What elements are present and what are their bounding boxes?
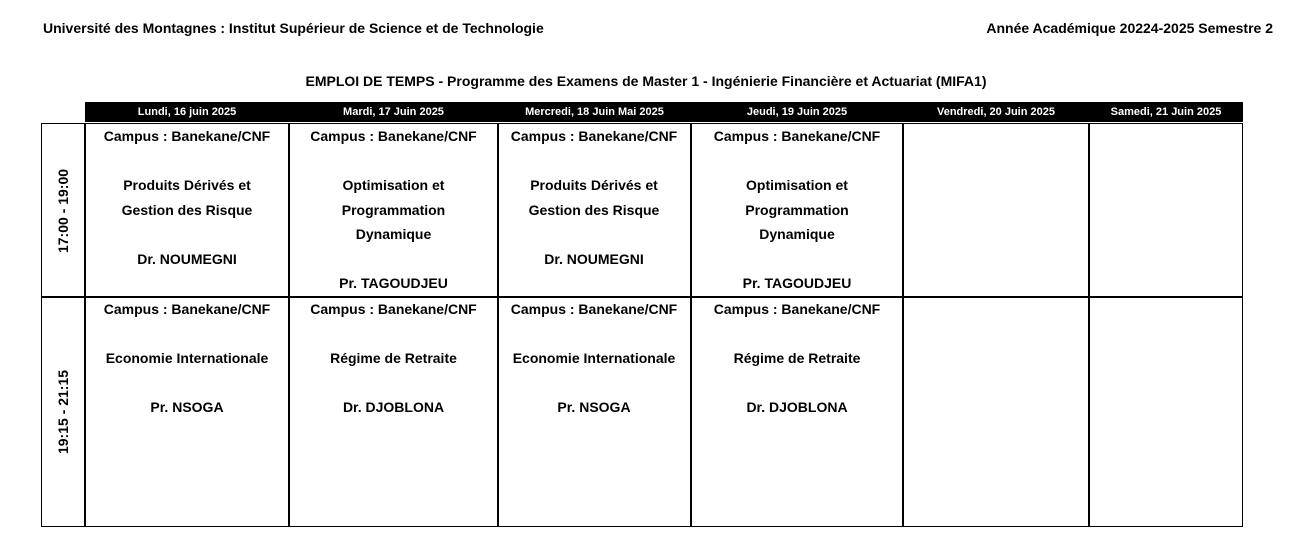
- time-slot-2-label: 19:15 - 21:15: [55, 369, 71, 455]
- empty-cell-friday-slot2: [904, 298, 1088, 525]
- day-header-saturday: Samedi, 21 Juin 2025: [1089, 102, 1243, 122]
- course-name: Optimisation et: [746, 177, 848, 193]
- exam-cell-monday-slot1: [85, 124, 289, 271]
- lecturer-name: Pr. TAGOUDJEU: [339, 275, 448, 291]
- institution-title: Université des Montagnes : Institut Supérieur de Science et de Technologie: [43, 20, 544, 36]
- course-name: Produits Dérivés et: [123, 177, 251, 193]
- course-name: Programmation: [745, 201, 849, 218]
- document-title: EMPLOI DE TEMPS - Programme des Examens de Master 1 - Ingénierie Financière et Actuariat (MIFA1): [305, 73, 987, 89]
- day-header-friday: Vendredi, 20 Juin 2025: [903, 102, 1089, 122]
- exam-cell-thursday-slot1: [691, 124, 903, 296]
- lecturer-name: Dr. DJOBLONA: [746, 399, 848, 415]
- course-name: Régime de Retraite: [733, 350, 861, 366]
- lecturer-name: Dr. DJOBLONA: [342, 399, 445, 415]
- exam-cell-tuesday-slot2: [289, 297, 498, 420]
- lecturer-name: Dr. NOUMEGNI: [137, 250, 237, 267]
- exam-cell-thursday-slot2: [691, 297, 903, 420]
- course-name: Economie Internationale: [105, 350, 269, 366]
- course-name: Régime de Retraite: [330, 350, 457, 366]
- lecturer-name: Dr. NOUMEGNI: [544, 250, 644, 267]
- campus-label: Campus : Banekane/CNF: [510, 301, 678, 317]
- exam-cell-monday-slot2: [85, 297, 289, 420]
- day-header-tuesday: Mardi, 17 Juin 2025: [289, 102, 498, 122]
- campus-label: Campus : Banekane/CNF: [103, 301, 271, 317]
- academic-year: Année Académique 20224-2025 Semestre 2: [986, 20, 1273, 36]
- lecturer-name: Pr. NSOGA: [557, 399, 631, 415]
- empty-cell-saturday-slot2: [1090, 298, 1241, 525]
- lecturer-name: Pr. NSOGA: [150, 399, 224, 415]
- day-header-thursday: Jeudi, 19 Juin 2025: [691, 102, 903, 122]
- campus-label: Campus : Banekane/CNF: [713, 128, 881, 144]
- course-name: Optimisation et: [342, 177, 445, 193]
- empty-cell-friday-slot1: [904, 125, 1088, 295]
- course-name: Dynamique: [759, 226, 835, 242]
- course-name: Programmation: [341, 201, 446, 218]
- course-name: Economie Internationale: [512, 350, 676, 366]
- exam-cell-tuesday-slot1: [289, 124, 498, 296]
- day-header-wednesday: Mercredi, 18 Juin Mai 2025: [498, 102, 691, 122]
- course-name: Dynamique: [355, 226, 432, 242]
- campus-label: Campus : Banekane/CNF: [103, 128, 271, 144]
- course-name: Gestion des Risque: [121, 201, 253, 218]
- course-name: Produits Dérivés et: [530, 177, 658, 193]
- empty-cell-saturday-slot1: [1090, 125, 1241, 295]
- campus-label: Campus : Banekane/CNF: [713, 301, 881, 317]
- time-slot-1-label: 17:00 - 19:00: [55, 168, 71, 254]
- course-name: Gestion des Risque: [528, 201, 660, 218]
- lecturer-name: Pr. TAGOUDJEU: [742, 275, 852, 291]
- day-header-monday: Lundi, 16 juin 2025: [85, 102, 289, 122]
- campus-label: Campus : Banekane/CNF: [310, 128, 477, 144]
- campus-label: Campus : Banekane/CNF: [310, 301, 477, 317]
- exam-cell-wednesday-slot1: [497, 124, 691, 271]
- campus-label: Campus : Banekane/CNF: [510, 128, 678, 144]
- exam-cell-wednesday-slot2: [497, 297, 691, 420]
